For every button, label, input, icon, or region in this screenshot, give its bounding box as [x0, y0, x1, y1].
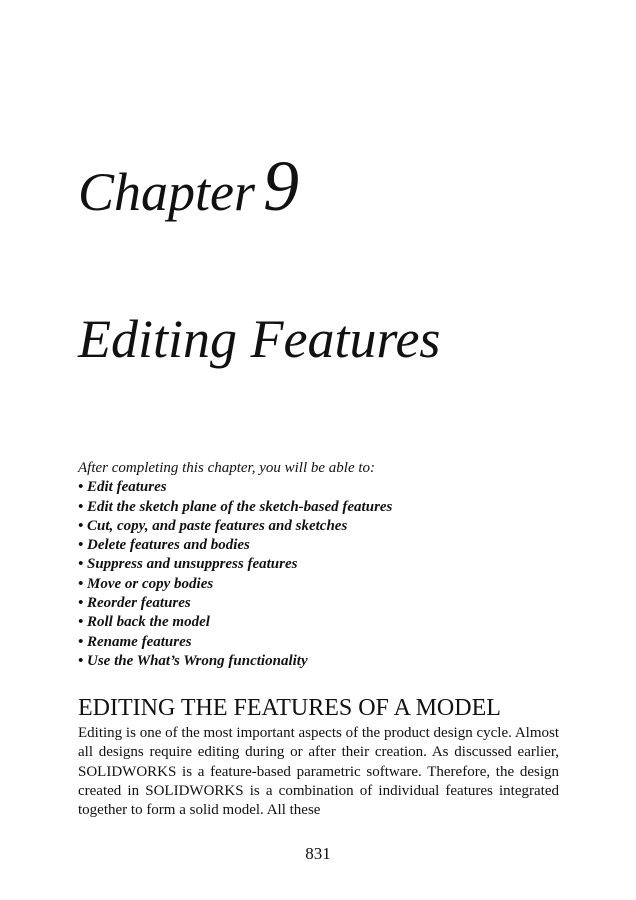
- objective-item: • Delete features and bodies: [78, 537, 250, 554]
- section-heading: EDITING THE FEATURES OF A MODEL: [78, 695, 501, 721]
- chapter-title: Editing Features: [78, 309, 441, 369]
- chapter-number: 9: [263, 146, 300, 226]
- objective-item: • Edit features: [78, 479, 167, 496]
- objective-item: • Rename features: [78, 633, 192, 650]
- chapter-heading: [78, 146, 300, 226]
- objective-item: • Cut, copy, and paste features and sketches: [78, 517, 348, 534]
- body-paragraph: Editing is one of the most important aspects of the product design cycle. Almost all designs require editing during or after their creation. As discussed earlier, SOLIDWORKS is a feature-based parametric software. Therefore, the design created in SOLIDWORKS is a combination of individual features integrated together to form a solid model. All these: [78, 725, 559, 819]
- chapter-objectives: [78, 459, 560, 671]
- chapter-word: Chapter: [78, 162, 256, 222]
- objectives-list: [78, 478, 560, 671]
- objective-item: • Reorder features: [78, 595, 191, 612]
- objective-item: • Edit the sketch plane of the sketch-based features: [78, 498, 393, 515]
- objective-item: • Use the What’s Wrong functionality: [78, 652, 308, 669]
- objective-item: • Suppress and unsuppress features: [78, 556, 298, 573]
- objectives-intro: After completing this chapter, you will be able to:: [78, 460, 376, 476]
- objective-item: • Roll back the model: [78, 614, 210, 631]
- page-number: 831: [305, 844, 331, 863]
- objective-item: • Move or copy bodies: [78, 575, 214, 592]
